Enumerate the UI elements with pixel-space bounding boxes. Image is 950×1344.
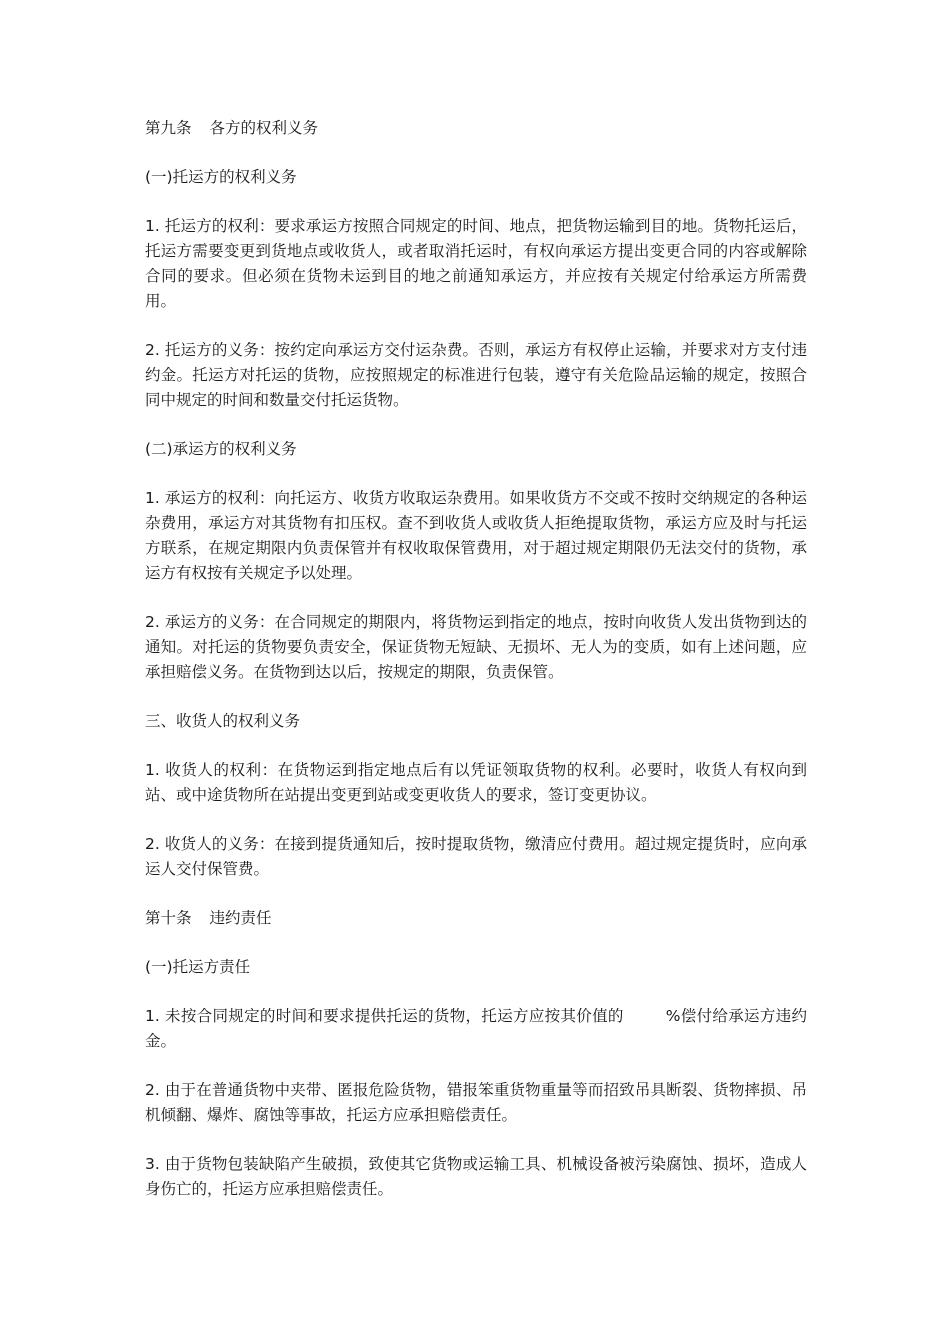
article-9-heading bbox=[145, 116, 807, 141]
document-body bbox=[145, 116, 807, 1226]
article-10-number: 第十条 bbox=[145, 909, 192, 927]
shipper-liability-item-2: 2. 由于在普通货物中夹带、匿报危险货物，错报笨重货物重量等而招致吊具断裂、货物摔损、吊机倾翻、爆炸、腐蚀等事故，托运方应承担赔偿责任。 bbox=[145, 1081, 807, 1124]
article-10-title: 违约责任 bbox=[209, 909, 272, 927]
shipper-liability-item-3: 3. 由于货物包装缺陷产生破损，致使其它货物或运输工具、机械设备被污染腐蚀、损坏，造成人身伤亡的，托运方应承担赔偿责任。 bbox=[145, 1155, 807, 1198]
shipper-liability-heading: (一)托运方责任 bbox=[145, 958, 251, 976]
article-9-title: 各方的权利义务 bbox=[209, 119, 319, 137]
article-9-number: 第九条 bbox=[145, 119, 192, 137]
consignee-right-paragraph: 1. 收货人的权利：在货物运到指定地点后有以凭证领取货物的权利。必要时，收货人有权向到站、或中途货物所在站提出变更到站或变更收货人的要求，签订变更协议。 bbox=[145, 761, 807, 804]
consignee-section-heading: 三、收货人的权利义务 bbox=[145, 712, 301, 730]
shipper-right-paragraph: 1. 托运方的权利：要求承运方按照合同规定的时间、地点，把货物运输到目的地。货物托运后，托运方需要变更到货地点或收货人，或者取消托运时，有权向承运方提出变更合同的内容或解除合同的要求。但必须在货物未运到目的地之前通知承运方，并应按有关规定付给承运方所需费用。 bbox=[145, 217, 807, 310]
carrier-section-heading: (二)承运方的权利义务 bbox=[145, 440, 297, 458]
consignee-duty-paragraph: 2. 收货人的义务：在接到提货通知后，按时提取货物，缴清应付费用。超过规定提货时，应向承运人交付保管费。 bbox=[145, 835, 807, 878]
article-10-heading bbox=[145, 906, 807, 931]
liability-item-1-text-b: %偿付给承运方违约金。 bbox=[145, 1007, 807, 1050]
shipper-duty-paragraph: 2. 托运方的义务：按约定向承运方交付运杂费。否则，承运方有权停止运输，并要求对方支付违约金。托运方对托运的货物，应按照规定的标准进行包装，遵守有关危险品运输的规定，按照合同中规定的时间和数量交付托运货物。 bbox=[145, 341, 807, 409]
carrier-duty-paragraph: 2. 承运方的义务：在合同规定的期限内，将货物运到指定的地点，按时向收货人发出货物到达的通知。对托运的货物要负责安全，保证货物无短缺、无损坏、无人为的变质，如有上述问题，应承担赔偿义务。在货物到达以后，按规定的期限，负责保管。 bbox=[145, 613, 807, 681]
liability-item-1-text-a: 1. 未按合同规定的时间和要求提供托运的货物，托运方应按其价值的 bbox=[145, 1007, 624, 1025]
shipper-liability-item-1 bbox=[145, 1004, 807, 1054]
carrier-right-paragraph: 1. 承运方的权利：向托运方、收货方收取运杂费用。如果收货方不交或不按时交纳规定的各种运杂费用，承运方对其货物有扣压权。查不到收货人或收货人拒绝提取货物，承运方应及时与托运方联系，在规定期限内负责保管并有权收取保管费用，对于超过规定期限仍无法交付的货物，承运方有权按有关规定予以处理。 bbox=[145, 489, 807, 582]
shipper-section-heading: (一)托运方的权利义务 bbox=[145, 168, 297, 186]
